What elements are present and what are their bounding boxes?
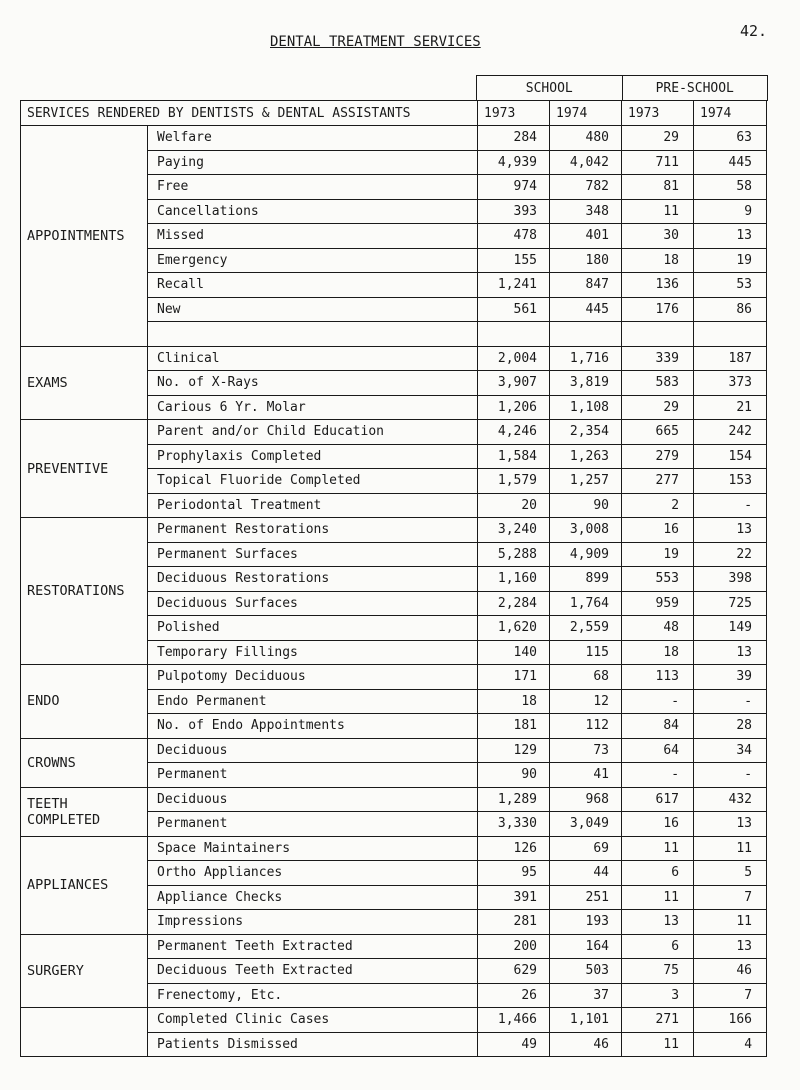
preschool-1973-value: 84	[622, 714, 694, 739]
table-row	[21, 126, 767, 151]
school-1973-value: 49	[478, 1032, 550, 1057]
preschool-1974-value: 153	[694, 469, 767, 494]
school-1973-value: 1,160	[478, 567, 550, 592]
preschool-1974-value: 5	[694, 861, 767, 886]
item-label: No. of X-Rays	[148, 371, 478, 396]
preschool-1974-value: 166	[694, 1008, 767, 1033]
school-1974-value	[550, 322, 622, 347]
school-1974-value: 445	[550, 297, 622, 322]
preschool-1973-value: 2	[622, 493, 694, 518]
item-label: Clinical	[148, 346, 478, 371]
preschool-1974-value: 11	[694, 836, 767, 861]
school-group-label: SCHOOL	[525, 81, 573, 96]
item-label: Permanent Teeth Extracted	[148, 934, 478, 959]
school-1974-value: 44	[550, 861, 622, 886]
school-1974-value: 1,108	[550, 395, 622, 420]
preschool-1973-value: 176	[622, 297, 694, 322]
school-1973-value: 4,939	[478, 150, 550, 175]
table-body	[21, 126, 767, 1057]
preschool-1974-value: 86	[694, 297, 767, 322]
school-1973-value: 1,579	[478, 469, 550, 494]
preschool-1974-value: 154	[694, 444, 767, 469]
preschool-1973-value: 711	[622, 150, 694, 175]
column-group-header	[476, 75, 768, 101]
school-1973-value: 1,241	[478, 273, 550, 298]
school-1973-header: 1973	[478, 101, 550, 126]
school-1974-value: 73	[550, 738, 622, 763]
preschool-1974-value: 9	[694, 199, 767, 224]
preschool-1973-value: -	[622, 763, 694, 788]
item-label: Cancellations	[148, 199, 478, 224]
school-1973-value: 20	[478, 493, 550, 518]
item-label: Deciduous Surfaces	[148, 591, 478, 616]
table-row	[21, 836, 767, 861]
preschool-1974-value: -	[694, 689, 767, 714]
table-row	[21, 738, 767, 763]
school-1974-value: 193	[550, 910, 622, 935]
dental-services-table	[20, 100, 767, 1057]
preschool-1974-value: 28	[694, 714, 767, 739]
preschool-1973-value: 339	[622, 346, 694, 371]
item-label: Completed Clinic Cases	[148, 1008, 478, 1033]
item-label: No. of Endo Appointments	[148, 714, 478, 739]
item-label	[148, 322, 478, 347]
category-label: EXAMS	[21, 346, 148, 420]
preschool-1974-value: 39	[694, 665, 767, 690]
school-1973-value: 155	[478, 248, 550, 273]
table-row	[21, 346, 767, 371]
preschool-1973-value: 64	[622, 738, 694, 763]
category-label: TEETH COMPLETED	[21, 787, 148, 836]
school-1974-value: 348	[550, 199, 622, 224]
preschool-1974-value: 13	[694, 518, 767, 543]
item-label: Patients Dismissed	[148, 1032, 478, 1057]
services-header: SERVICES RENDERED BY DENTISTS & DENTAL ASSISTANTS	[21, 101, 478, 126]
preschool-1974-value: 34	[694, 738, 767, 763]
school-1973-value: 561	[478, 297, 550, 322]
school-1974-value: 2,559	[550, 616, 622, 641]
table-row	[21, 934, 767, 959]
school-1974-value: 782	[550, 175, 622, 200]
preschool-1973-value: 29	[622, 126, 694, 151]
preschool-1973-value: 11	[622, 1032, 694, 1057]
item-label: Deciduous	[148, 787, 478, 812]
item-label: Appliance Checks	[148, 885, 478, 910]
school-1974-value: 899	[550, 567, 622, 592]
preschool-1973-value: 6	[622, 861, 694, 886]
school-1974-value: 41	[550, 763, 622, 788]
school-1973-value: 281	[478, 910, 550, 935]
item-label: Deciduous	[148, 738, 478, 763]
school-1973-value: 2,284	[478, 591, 550, 616]
preschool-1974-value: 4	[694, 1032, 767, 1057]
item-label: Temporary Fillings	[148, 640, 478, 665]
school-1973-value: 200	[478, 934, 550, 959]
school-1973-value: 140	[478, 640, 550, 665]
item-label: Recall	[148, 273, 478, 298]
preschool-1973-value: 277	[622, 469, 694, 494]
school-1973-value: 4,246	[478, 420, 550, 445]
preschool-1973-value	[622, 322, 694, 347]
school-1973-value: 18	[478, 689, 550, 714]
preschool-1973-value: 583	[622, 371, 694, 396]
item-label: Endo Permanent	[148, 689, 478, 714]
preschool-1974-value: 373	[694, 371, 767, 396]
item-label: Free	[148, 175, 478, 200]
preschool-1973-value: 29	[622, 395, 694, 420]
preschool-1974-value: 187	[694, 346, 767, 371]
school-1974-value: 68	[550, 665, 622, 690]
preschool-1973-value: -	[622, 689, 694, 714]
school-1974-value: 503	[550, 959, 622, 984]
category-label	[21, 1008, 148, 1057]
school-1973-value: 95	[478, 861, 550, 886]
item-label: Permanent	[148, 812, 478, 837]
preschool-1974-value: 22	[694, 542, 767, 567]
page-title: DENTAL TREATMENT SERVICES	[270, 34, 481, 50]
item-label: New	[148, 297, 478, 322]
school-1973-value: 181	[478, 714, 550, 739]
preschool-1974-value: 46	[694, 959, 767, 984]
preschool-1973-value: 18	[622, 248, 694, 273]
table-row	[21, 1008, 767, 1033]
preschool-1973-value: 665	[622, 420, 694, 445]
school-1974-header: 1974	[550, 101, 622, 126]
preschool-1973-value: 617	[622, 787, 694, 812]
preschool-1974-value: 63	[694, 126, 767, 151]
school-1973-value: 90	[478, 763, 550, 788]
preschool-1974-value: 149	[694, 616, 767, 641]
item-label: Permanent	[148, 763, 478, 788]
school-1973-value: 1,620	[478, 616, 550, 641]
preschool-1974-value: 58	[694, 175, 767, 200]
school-1974-value: 3,819	[550, 371, 622, 396]
preschool-1973-value: 11	[622, 199, 694, 224]
item-label: Frenectomy, Etc.	[148, 983, 478, 1008]
preschool-1974-value	[694, 322, 767, 347]
school-1973-value: 478	[478, 224, 550, 249]
school-1973-value: 393	[478, 199, 550, 224]
item-label: Topical Fluoride Completed	[148, 469, 478, 494]
preschool-1973-value: 959	[622, 591, 694, 616]
preschool-1973-header: 1973	[622, 101, 694, 126]
school-1974-value: 1,716	[550, 346, 622, 371]
school-1974-value: 251	[550, 885, 622, 910]
preschool-group-label: PRE-SCHOOL	[622, 76, 768, 101]
item-label: Impressions	[148, 910, 478, 935]
item-label: Pulpotomy Deciduous	[148, 665, 478, 690]
school-1974-value: 90	[550, 493, 622, 518]
school-1974-value: 69	[550, 836, 622, 861]
preschool-1974-value: 21	[694, 395, 767, 420]
preschool-1973-value: 11	[622, 836, 694, 861]
school-1974-value: 1,764	[550, 591, 622, 616]
item-label: Deciduous Restorations	[148, 567, 478, 592]
item-label: Deciduous Teeth Extracted	[148, 959, 478, 984]
school-1973-value: 1,466	[478, 1008, 550, 1033]
school-1974-value: 164	[550, 934, 622, 959]
school-1974-value: 1,101	[550, 1008, 622, 1033]
preschool-1974-value: 53	[694, 273, 767, 298]
preschool-1974-value: 725	[694, 591, 767, 616]
school-1974-value: 115	[550, 640, 622, 665]
preschool-1974-value: -	[694, 493, 767, 518]
item-label: Missed	[148, 224, 478, 249]
item-label: Carious 6 Yr. Molar	[148, 395, 478, 420]
school-1974-value: 3,049	[550, 812, 622, 837]
preschool-1974-value: -	[694, 763, 767, 788]
item-label: Ortho Appliances	[148, 861, 478, 886]
school-1974-value: 4,909	[550, 542, 622, 567]
school-1974-value: 2,354	[550, 420, 622, 445]
school-1974-value: 847	[550, 273, 622, 298]
table-row	[21, 518, 767, 543]
school-1973-value: 3,330	[478, 812, 550, 837]
school-1974-value: 112	[550, 714, 622, 739]
preschool-1973-value: 6	[622, 934, 694, 959]
school-1974-value: 4,042	[550, 150, 622, 175]
preschool-1973-value: 13	[622, 910, 694, 935]
table-row	[21, 665, 767, 690]
item-label: Periodontal Treatment	[148, 493, 478, 518]
item-label: Welfare	[148, 126, 478, 151]
item-label: Permanent Surfaces	[148, 542, 478, 567]
preschool-1974-value: 13	[694, 224, 767, 249]
school-1974-value: 480	[550, 126, 622, 151]
school-1973-value: 129	[478, 738, 550, 763]
table-row	[21, 420, 767, 445]
school-1974-value: 37	[550, 983, 622, 1008]
category-label: APPLIANCES	[21, 836, 148, 934]
category-label: APPOINTMENTS	[21, 126, 148, 347]
item-label: Space Maintainers	[148, 836, 478, 861]
page-number: 42.	[740, 22, 768, 40]
school-1974-value: 968	[550, 787, 622, 812]
category-label: CROWNS	[21, 738, 148, 787]
item-label: Parent and/or Child Education	[148, 420, 478, 445]
school-1973-value: 1,289	[478, 787, 550, 812]
school-1973-value: 3,907	[478, 371, 550, 396]
school-1974-value: 3,008	[550, 518, 622, 543]
header-row	[21, 101, 767, 126]
school-1974-value: 401	[550, 224, 622, 249]
category-label: PREVENTIVE	[21, 420, 148, 518]
preschool-1973-value: 279	[622, 444, 694, 469]
preschool-1973-value: 81	[622, 175, 694, 200]
preschool-1974-value: 13	[694, 812, 767, 837]
preschool-1974-value: 242	[694, 420, 767, 445]
preschool-1973-value: 48	[622, 616, 694, 641]
school-1974-value: 12	[550, 689, 622, 714]
preschool-1973-value: 75	[622, 959, 694, 984]
preschool-1973-value: 19	[622, 542, 694, 567]
preschool-1973-value: 553	[622, 567, 694, 592]
school-1974-value: 46	[550, 1032, 622, 1057]
school-1973-value	[478, 322, 550, 347]
school-1973-value: 26	[478, 983, 550, 1008]
preschool-1974-header: 1974	[694, 101, 767, 126]
category-label: RESTORATIONS	[21, 518, 148, 665]
preschool-1973-value: 11	[622, 885, 694, 910]
preschool-1973-value: 136	[622, 273, 694, 298]
preschool-1973-value: 16	[622, 812, 694, 837]
school-1973-value: 3,240	[478, 518, 550, 543]
school-1973-value: 2,004	[478, 346, 550, 371]
category-label: SURGERY	[21, 934, 148, 1008]
item-label: Prophylaxis Completed	[148, 444, 478, 469]
preschool-1973-value: 3	[622, 983, 694, 1008]
preschool-1974-value: 398	[694, 567, 767, 592]
school-1974-value: 180	[550, 248, 622, 273]
category-label: ENDO	[21, 665, 148, 739]
preschool-1974-value: 19	[694, 248, 767, 273]
school-1973-value: 974	[478, 175, 550, 200]
preschool-1974-value: 13	[694, 640, 767, 665]
preschool-1974-value: 13	[694, 934, 767, 959]
school-1974-value: 1,263	[550, 444, 622, 469]
school-1974-value: 1,257	[550, 469, 622, 494]
school-1973-value: 1,584	[478, 444, 550, 469]
preschool-1974-value: 432	[694, 787, 767, 812]
item-label: Paying	[148, 150, 478, 175]
school-1973-value: 1,206	[478, 395, 550, 420]
preschool-1974-value: 7	[694, 885, 767, 910]
preschool-1974-value: 11	[694, 910, 767, 935]
item-label: Emergency	[148, 248, 478, 273]
preschool-1973-value: 271	[622, 1008, 694, 1033]
school-1973-value: 126	[478, 836, 550, 861]
preschool-1973-value: 30	[622, 224, 694, 249]
school-1973-value: 5,288	[478, 542, 550, 567]
preschool-1973-value: 18	[622, 640, 694, 665]
item-label: Polished	[148, 616, 478, 641]
preschool-1974-value: 7	[694, 983, 767, 1008]
school-1973-value: 391	[478, 885, 550, 910]
school-1973-value: 629	[478, 959, 550, 984]
preschool-1974-value: 445	[694, 150, 767, 175]
school-1973-value: 171	[478, 665, 550, 690]
preschool-1973-value: 113	[622, 665, 694, 690]
table-row	[21, 787, 767, 812]
school-1973-value: 284	[478, 126, 550, 151]
item-label: Permanent Restorations	[148, 518, 478, 543]
preschool-1973-value: 16	[622, 518, 694, 543]
